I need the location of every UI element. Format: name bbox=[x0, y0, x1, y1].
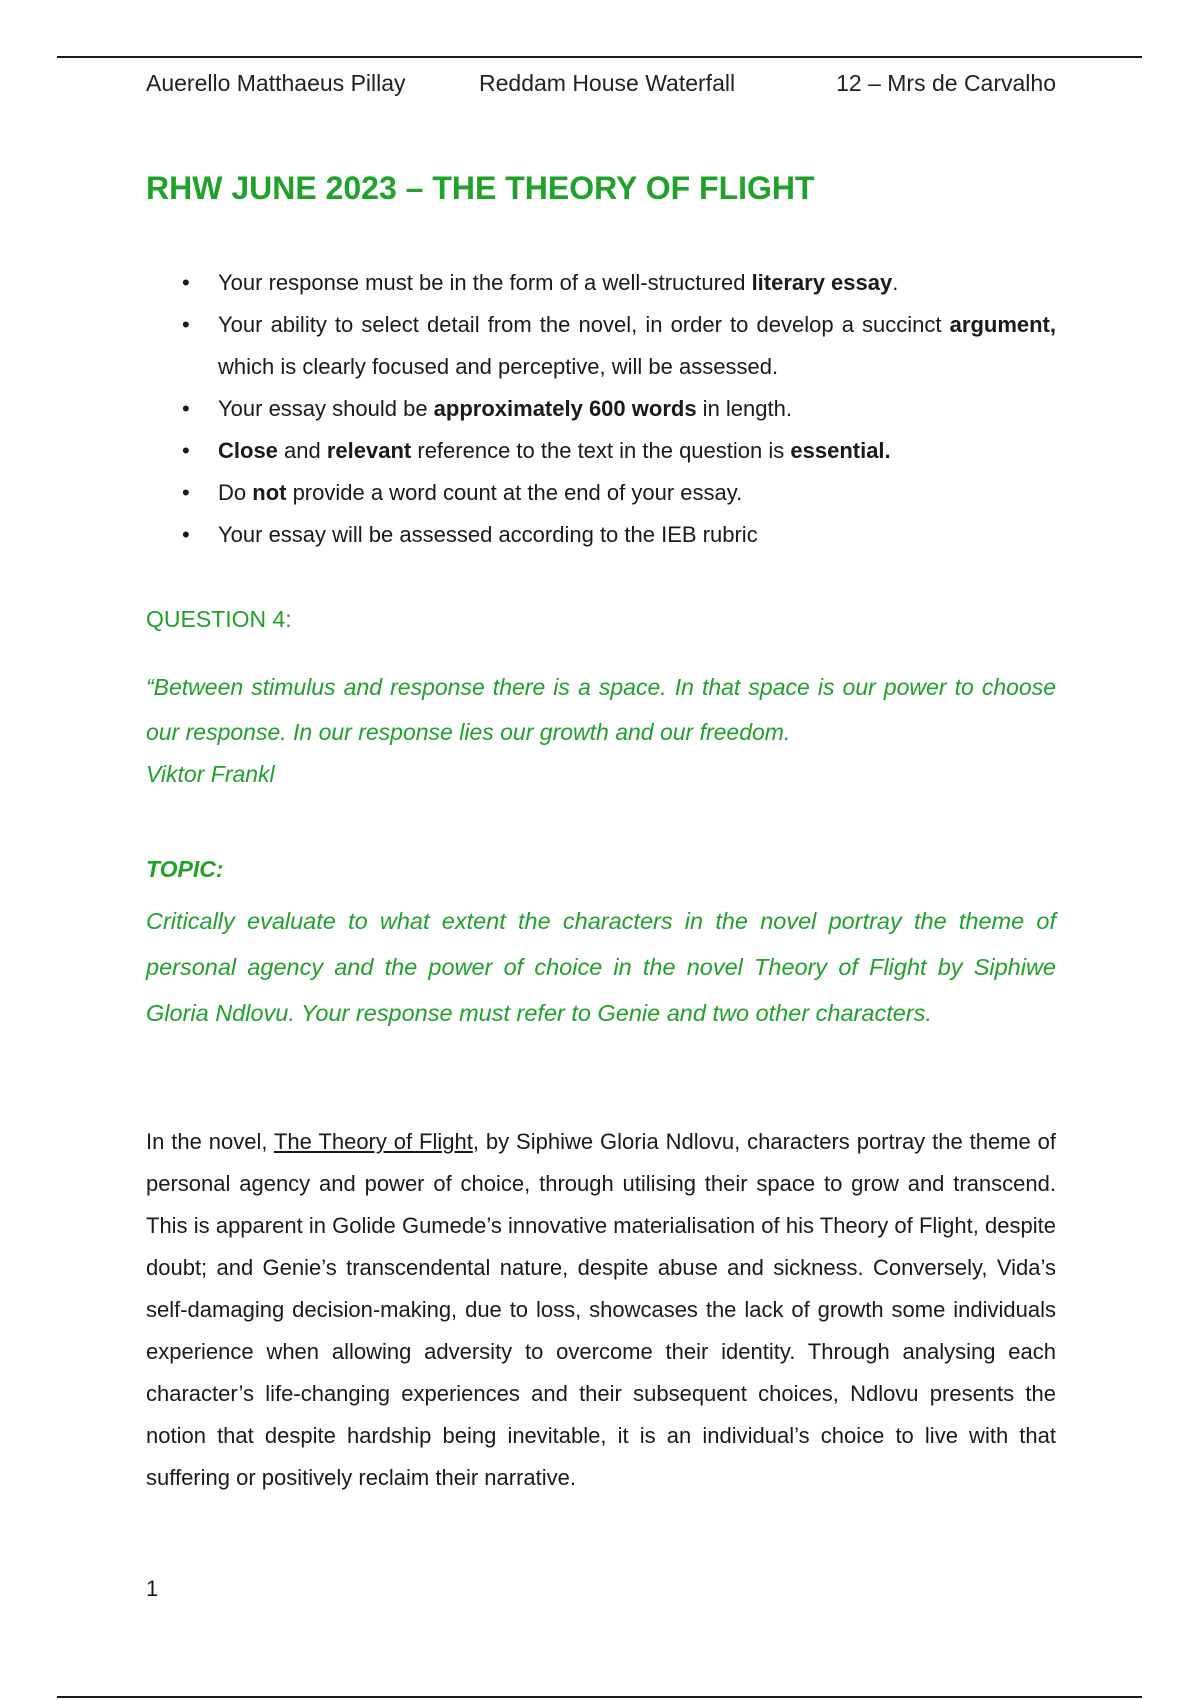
instruction-text: Your essay should be bbox=[218, 396, 434, 421]
instruction-item bbox=[146, 472, 1056, 514]
instruction-item bbox=[146, 430, 1056, 472]
bottom-rule bbox=[57, 1696, 1142, 1698]
instruction-text: which is clearly focused and perceptive, will be assessed. bbox=[218, 354, 779, 379]
header-class: 12 – Mrs de Carvalho bbox=[836, 70, 1056, 96]
page-title: RHW JUNE 2023 – THE THEORY OF FLIGHT bbox=[146, 170, 815, 206]
topic-text: Critically evaluate to what extent the characters in the novel portray the theme of personal agency and the power of choice in the novel Theory of Flight by Siphiwe Gloria Ndlovu. Your response must refer to Genie and two other characters. bbox=[146, 908, 1056, 1026]
instruction-text: Your response must be in the form of a well-structured bbox=[218, 270, 752, 295]
question-quote: “Between stimulus and response there is a space. In that space is our power to choose our response. In our response lies our growth and our freedom. bbox=[146, 674, 1056, 745]
instructions-list bbox=[146, 262, 1056, 556]
instruction-text: provide a word count at the end of your essay. bbox=[286, 480, 743, 505]
page-number: 1 bbox=[146, 1576, 159, 1601]
instruction-text: and bbox=[277, 438, 327, 463]
essay-book-title: The Theory of Flight bbox=[273, 1129, 473, 1154]
instruction-text: in length. bbox=[696, 396, 792, 421]
essay-intro-after: , by Siphiwe Gloria Ndlovu, characters portray the theme of personal agency and power of choice, through utilising their space to grow and transcend. This is apparent in Golide Gumede’s innovative materialisation of his Theory of Flight, despite doubt; and Genie’s transcendental nature, despite abuse and sickness. Conversely, Vida’s self-damaging decision-making, due to loss, showcases the lack of growth some individuals experience when allowing adversity to overcome their identity. Through analysing each character’s life-changing experiences and their subsequent choices, Ndlovu presents the notion that despite hardship being inevitable, it is an individual’s choice to live with that suffering or positively reclaim their narrative. bbox=[146, 1129, 1057, 1490]
top-rule bbox=[57, 56, 1142, 58]
instruction-text: Your ability to select detail from the novel, in order to develop a succinct bbox=[218, 312, 950, 337]
instruction-bold-text: relevant bbox=[326, 438, 412, 463]
instruction-bold-text: approximately 600 words bbox=[433, 396, 697, 421]
instruction-item bbox=[146, 388, 1056, 430]
instruction-bold-text: essential. bbox=[790, 438, 891, 463]
instruction-text: . bbox=[892, 270, 899, 295]
instruction-bold-text: Close bbox=[218, 438, 278, 463]
page-header bbox=[146, 70, 1056, 100]
instruction-bold-text: argument, bbox=[949, 312, 1056, 337]
topic-label: TOPIC: bbox=[146, 856, 224, 882]
quote-author: Viktor Frankl bbox=[146, 761, 275, 787]
instruction-text: Do bbox=[218, 480, 253, 505]
header-author: Auerello Matthaeus Pillay bbox=[146, 70, 406, 96]
instruction-bold-text: not bbox=[252, 480, 287, 505]
essay-intro-before: In the novel, bbox=[146, 1129, 274, 1154]
question-label: QUESTION 4: bbox=[146, 606, 292, 632]
instruction-text: reference to the text in the question is bbox=[411, 438, 791, 463]
instruction-text: Your essay will be assessed according to the IEB rubric bbox=[218, 522, 758, 547]
instruction-item bbox=[146, 304, 1056, 388]
header-school: Reddam House Waterfall bbox=[479, 70, 736, 96]
instruction-bold-text: literary essay bbox=[751, 270, 893, 295]
instruction-item bbox=[146, 262, 1056, 304]
essay-paragraph bbox=[146, 1121, 1056, 1499]
instruction-item bbox=[146, 514, 1056, 556]
